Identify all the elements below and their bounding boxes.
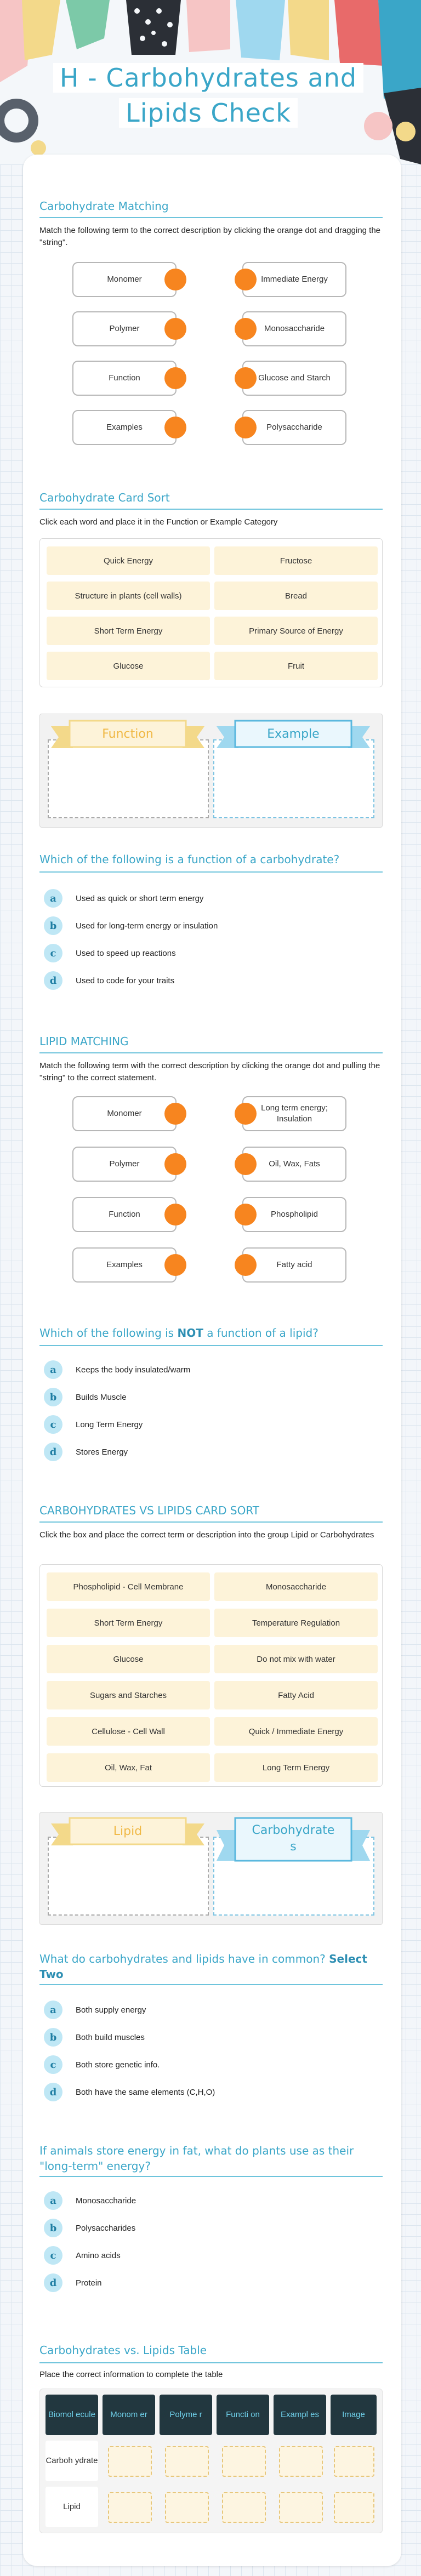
option-letter: c [44,2055,62,2074]
drop-target-dot[interactable] [235,318,257,340]
option-letter: b [44,2219,62,2237]
sort-card[interactable]: Quick Energy [47,546,210,575]
answer-option[interactable] [44,1999,146,2020]
category-label-carbohydrates: Carbohydrate s [252,1823,335,1854]
drop-target-dot[interactable] [235,417,257,438]
lipid-match-right-2[interactable]: Oil, Wax, Fats [242,1147,346,1182]
option-text: Amino acids [76,2250,121,2260]
sort-card[interactable]: Phospholipid - Cell Membrane [47,1572,210,1601]
sort-card[interactable]: Glucose [47,1645,210,1673]
sort-card[interactable]: Primary Source of Energy [214,617,378,645]
drag-handle-dot[interactable] [164,417,186,438]
option-letter: c [44,2246,62,2265]
divider [39,509,383,510]
table-header-cell: Polyme r [160,2395,212,2435]
sort-card[interactable]: Monosaccharide [214,1572,378,1601]
carb-match-left-1[interactable]: Monomer [72,262,177,297]
drop-target-dot[interactable] [235,1254,257,1276]
table-row-label: Lipid [45,2487,98,2527]
drop-target-dot[interactable] [235,1153,257,1175]
option-letter: a [44,889,62,908]
drag-handle-dot[interactable] [164,1254,186,1276]
table-header-cell: Biomol ecule [45,2395,98,2435]
carb-matching-instructions: Match the following term to the correct description by clicking the orange dot and dragging the "string". [39,226,381,247]
option-text: Used to speed up reactions [76,948,176,958]
divider [39,1052,383,1053]
lipid-match-right-4[interactable]: Fatty acid [242,1247,346,1283]
option-letter: b [44,1388,62,1406]
answer-option[interactable] [44,2272,102,2293]
lipid-match-left-2[interactable]: Polymer [72,1147,177,1182]
answer-option[interactable] [44,1387,127,1407]
lipid-match-right-3[interactable]: Phospholipid [242,1197,346,1232]
table-header-cell: Monom er [103,2395,155,2435]
answer-option[interactable] [44,915,218,936]
option-letter: a [44,2001,62,2019]
option-text: Keeps the body insulated/warm [76,1365,191,1375]
carb-sort-heading: Carbohydrate Card Sort [39,491,170,504]
table-grid [39,2389,383,2533]
carb-match-right-4[interactable]: Polysaccharide [242,410,346,445]
table-drop-cell[interactable] [222,2446,266,2477]
table-drop-cell[interactable] [108,2446,152,2477]
table-drop-cell[interactable] [334,2446,374,2477]
carb-match-right-3[interactable]: Glucose and Starch [242,361,346,396]
carb-sort-drop-area [39,714,383,828]
divider [39,217,383,218]
option-letter: d [44,1443,62,1461]
answer-option[interactable] [44,2027,145,2048]
drag-handle-dot[interactable] [164,1153,186,1175]
answer-option[interactable] [44,1414,143,1435]
sort-card[interactable]: Sugars and Starches [47,1681,210,1709]
answer-option[interactable] [44,943,176,964]
option-text: Both have the same elements (C,H,O) [76,2087,215,2097]
option-text: Protein [76,2278,102,2288]
sort-card[interactable]: Glucose [47,652,210,680]
answer-option[interactable] [44,970,174,991]
sort-card[interactable]: Fructose [214,546,378,575]
table-drop-cell[interactable] [279,2492,323,2523]
sort-card[interactable]: Fatty Acid [214,1681,378,1709]
q4-heading: If animals store energy in fat, what do plants use as their "long-term" energy? [39,2144,354,2173]
table-drop-cell[interactable] [165,2446,209,2477]
drag-handle-dot[interactable] [164,318,186,340]
option-letter: c [44,1415,62,1434]
q2-heading: Which of the following is NOT a function of a lipid? [39,1326,318,1340]
table-drop-cell[interactable] [222,2492,266,2523]
cl-sort-instructions: Click the box and place the correct term or description into the group Lipid or Carbohydrates [39,1530,374,1540]
lipid-match-right-1[interactable]: Long term energy; Insulation [242,1096,346,1131]
sort-card[interactable]: Short Term Energy [47,617,210,645]
option-letter: a [44,2191,62,2210]
carb-sort-instructions: Click each word and place it in the Function or Example Category [39,517,278,527]
divider [39,2176,383,2177]
table-header-cell: Image [331,2395,377,2435]
drop-target-dot[interactable] [235,269,257,290]
option-text: Used to code for your traits [76,976,175,985]
sort-card[interactable]: Structure in plants (cell walls) [47,582,210,610]
option-text: Long Term Energy [76,1420,143,1429]
option-letter: d [44,2083,62,2101]
drag-handle-dot[interactable] [164,367,186,389]
carb-sort-card-area [39,538,383,687]
answer-option[interactable] [44,2245,121,2266]
answer-option[interactable] [44,1441,128,1462]
option-text: Both store genetic info. [76,2060,160,2070]
option-letter: b [44,916,62,935]
page-title: H - Carbohydrates and Lipids Check [33,60,384,130]
sort-card[interactable]: Cellulose - Cell Wall [47,1717,210,1746]
option-text: Builds Muscle [76,1392,127,1402]
lipid-match-left-3[interactable]: Function [72,1197,177,1232]
sort-card[interactable]: Short Term Energy [47,1609,210,1637]
option-letter: d [44,971,62,990]
sort-card[interactable]: Fruit [214,652,378,680]
option-text: Monosaccharide [76,2196,136,2205]
answer-option[interactable] [44,2082,215,2102]
drop-target-dot[interactable] [235,1103,257,1125]
drop-target-dot[interactable] [235,1204,257,1226]
answer-option[interactable] [44,2054,160,2075]
cl-sort-drop-area [39,1812,383,1925]
option-text: Polysaccharides [76,2223,136,2233]
drag-handle-dot[interactable] [164,269,186,290]
drag-handle-dot[interactable] [164,1103,186,1125]
lipid-matching-instructions: Match the following term with the correct description by clicking the orange dot and pulling the "string" to the correct statement. [39,1061,380,1082]
lipid-match-left-1[interactable]: Monomer [72,1096,177,1131]
answer-option[interactable] [44,2218,135,2238]
divider [39,1984,383,1985]
divider [39,1521,383,1523]
table-drop-cell[interactable] [165,2492,209,2523]
table-drop-cell[interactable] [279,2446,323,2477]
sort-card[interactable]: Long Term Energy [214,1753,378,1782]
category-label-lipid: Lipid [113,1824,143,1838]
table-row-label: Carboh ydrate [45,2441,98,2481]
table-header-cell: Functi on [217,2395,269,2435]
category-label-example: Example [267,727,320,741]
option-letter: b [44,2028,62,2047]
table-header-cell: Exampl es [274,2395,326,2435]
answer-option[interactable] [44,1359,190,1380]
table-heading: Carbohydrates vs. Lipids Table [39,2344,207,2357]
answer-option[interactable] [44,2190,136,2211]
lipid-match-left-4[interactable]: Examples [72,1247,177,1283]
cl-sort-card-area [39,1564,383,1787]
option-text: Used as quick or short term energy [76,893,204,903]
option-letter: a [44,1360,62,1379]
drop-target-dot[interactable] [235,367,257,389]
sort-card[interactable]: Temperature Regulation [214,1609,378,1637]
table-drop-cell[interactable] [334,2492,374,2523]
cl-sort-heading: CARBOHYDRATES VS LIPIDS CARD SORT [39,1504,260,1517]
table-drop-cell[interactable] [108,2492,152,2523]
category-label-function: Function [102,727,153,741]
option-text: Stores Energy [76,1447,128,1457]
option-text: Both supply energy [76,2005,146,2015]
sort-card[interactable]: Do not mix with water [214,1645,378,1673]
table-instructions: Place the correct information to complete the table [39,2370,223,2379]
carb-match-left-2[interactable]: Polymer [72,311,177,346]
option-letter: c [44,944,62,962]
option-text: Both build muscles [76,2032,145,2042]
divider [39,2362,383,2363]
carb-match-left-3[interactable]: Function [72,361,177,396]
answer-option[interactable] [44,888,203,909]
sort-card[interactable]: Quick / Immediate Energy [214,1717,378,1746]
option-text: Used for long-term energy or insulation [76,921,218,931]
lipid-matching-heading: LIPID MATCHING [39,1035,129,1048]
sort-card[interactable]: Oil, Wax, Fat [47,1753,210,1782]
carb-match-left-4[interactable]: Examples [72,410,177,445]
drag-handle-dot[interactable] [164,1204,186,1226]
carb-match-right-2[interactable]: Monosaccharide [242,311,346,346]
option-letter: d [44,2273,62,2292]
q1-heading: Which of the following is a function of a carbohydrate? [39,853,340,866]
carb-match-right-1[interactable]: Immediate Energy [242,262,346,297]
carb-matching-heading: Carbohydrate Matching [39,200,169,213]
divider [39,1345,383,1346]
q3-heading: What do carbohydrates and lipids have in common? Select Two [39,1952,367,1981]
sort-card[interactable]: Bread [214,582,378,610]
divider [39,871,383,873]
